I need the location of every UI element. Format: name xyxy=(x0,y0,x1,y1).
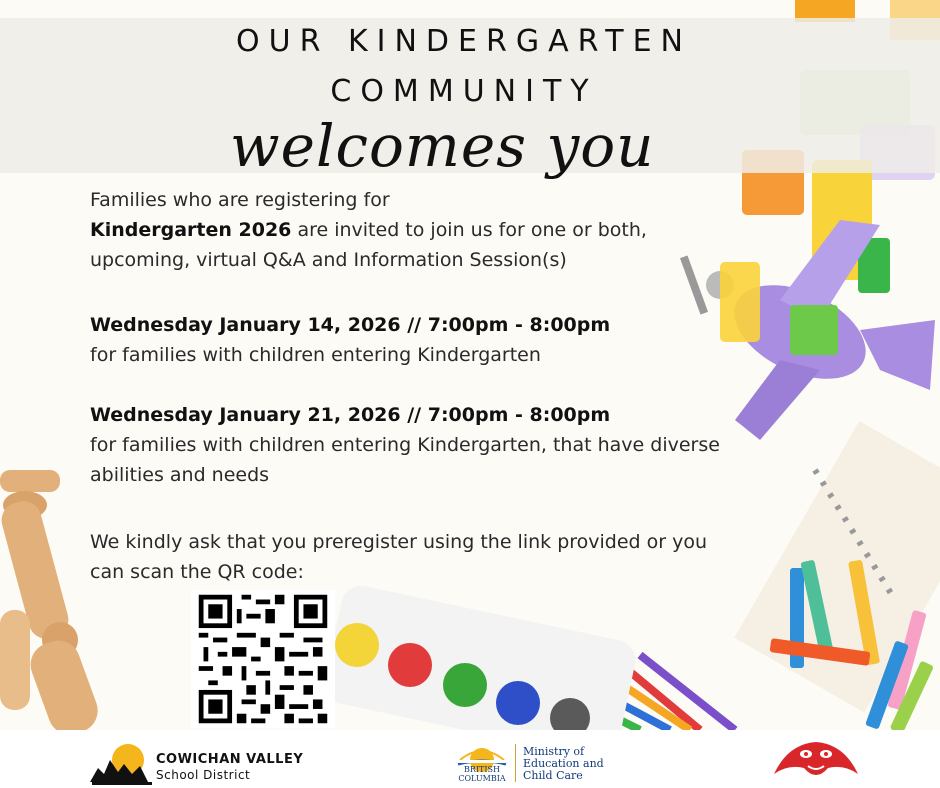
bc-name xyxy=(452,765,512,783)
district-sub: School District xyxy=(156,768,251,782)
ministry-line-2: Education and xyxy=(523,757,604,770)
intro-rest: are invited to join us for one or both, upcoming, virtual Q&A and Information Session(s) xyxy=(90,219,647,271)
ministry-line-1: Ministry of xyxy=(523,745,585,758)
ministry-name xyxy=(523,746,613,782)
intro-paragraph xyxy=(90,185,730,275)
district-name: COWICHAN VALLEY xyxy=(156,752,304,767)
session-2-description: for families with children entering Kindergarten, that have diverse abilities and needs xyxy=(90,434,720,486)
bc-name-line-1: BRITISH xyxy=(463,765,500,774)
session-1-date: Wednesday January 14, 2026 // 7:00pm - 8:00pm xyxy=(90,314,611,336)
title-line-1: OUR KINDERGARTEN xyxy=(236,24,692,59)
coast-salish-art-logo-icon xyxy=(768,734,864,786)
session-1 xyxy=(90,310,730,370)
session-2-date: Wednesday January 21, 2026 // 7:00pm - 8:00pm xyxy=(90,404,611,426)
bc-divider xyxy=(515,744,516,782)
preregister-text: We kindly ask that you preregister using the link provided or you can scan the QR code: xyxy=(90,531,708,583)
script-title: welcomes you xyxy=(230,112,655,180)
session-1-description: for families with children entering Kindergarten xyxy=(90,344,541,366)
intro-line-2 xyxy=(90,215,730,275)
session-2 xyxy=(90,400,730,490)
ministry-line-3: Child Care xyxy=(523,769,583,782)
wooden-mannequin-icon xyxy=(0,470,104,741)
intro-bold-kindergarten: Kindergarten 2026 xyxy=(90,219,292,241)
bc-name-line-2: COLUMBIA xyxy=(458,774,506,783)
qr-code[interactable] xyxy=(191,590,335,728)
intro-line-1: Families who are registering for xyxy=(90,189,390,211)
title-line-2: COMMUNITY xyxy=(330,74,598,109)
